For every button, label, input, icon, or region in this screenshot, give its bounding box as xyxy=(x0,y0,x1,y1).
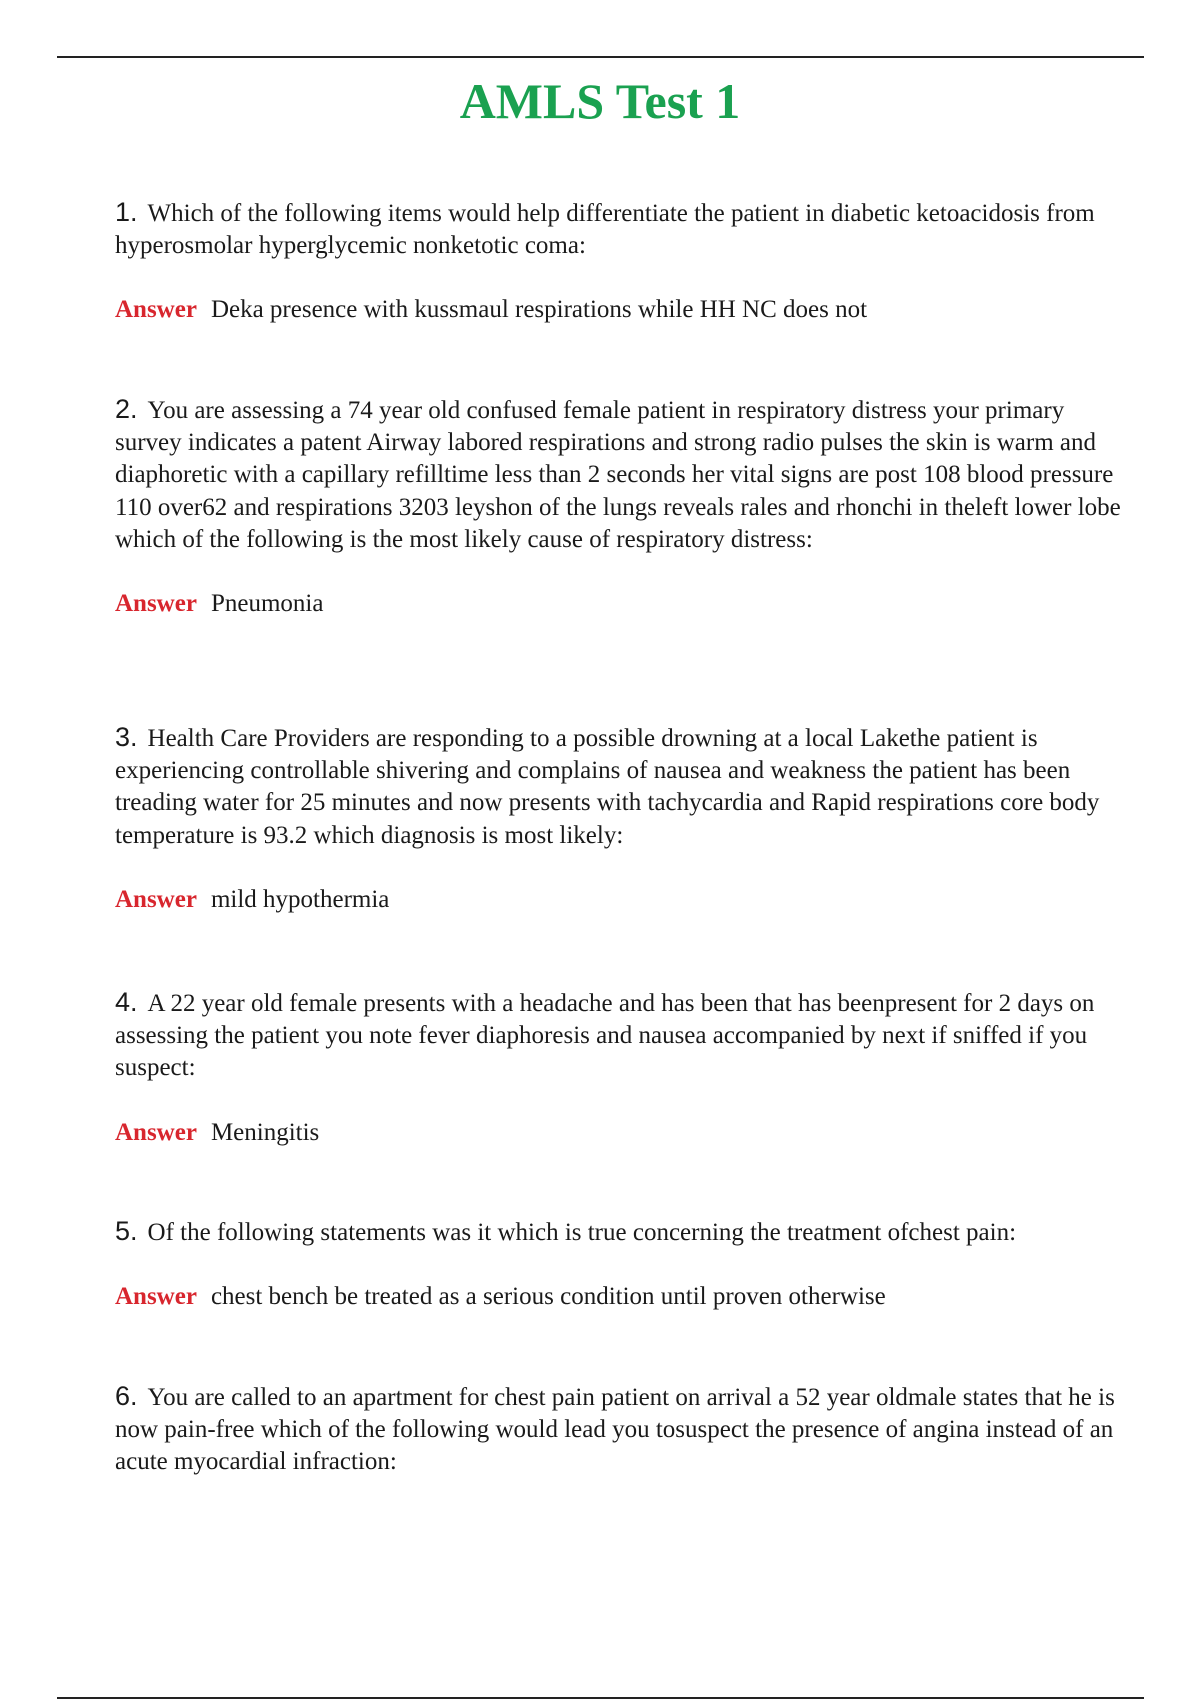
answer-text: Pneumonia xyxy=(210,590,324,618)
bottom-rule xyxy=(57,1697,1144,1699)
question-number: 6. xyxy=(115,1381,138,1411)
page-title: AMLS Test 1 xyxy=(459,73,741,129)
answer-line xyxy=(115,1117,1135,1149)
answer-label: Answer xyxy=(115,1283,197,1311)
answer-line xyxy=(115,588,1135,620)
answer-line xyxy=(115,1281,1135,1313)
question-text-block xyxy=(115,721,1135,852)
question-item xyxy=(115,721,1135,986)
question-item xyxy=(115,393,1135,721)
question-text: Which of the following items would help differentiate the patient in diabetic ketoacidosis from hyperosmolar hyperglycemic nonketotic coma: xyxy=(115,200,1095,260)
question-list xyxy=(115,196,1135,1479)
question-text: Health Care Providers are responding to a possible drowning at a local Lakethe patient is experiencing controllable shivering and complains of nausea and weakness the patient has been treading water for 25 minutes and now presents with tachycardia and Rapid respirations core body temperature is 93.2 which diagnosis is most likely: xyxy=(115,725,1100,849)
answer-label: Answer xyxy=(115,296,197,324)
answer-label: Answer xyxy=(115,1118,197,1146)
question-text: A 22 year old female presents with a headache and has been that has beenpresent for 2 days on assessing the patient you note fever diaphoresis and nausea accompanied by next if sniffed if you suspect: xyxy=(115,990,1095,1082)
answer-text: Meningitis xyxy=(210,1118,320,1146)
question-text: You are called to an apartment for chest pain patient on arrival a 52 year oldmale states that he is now pain-free which of the following would lead you tosuspect the presence of angina instead of an acute myocardial infraction: xyxy=(115,1384,1115,1476)
top-rule xyxy=(57,56,1144,58)
question-number: 4. xyxy=(115,987,138,1017)
question-item xyxy=(115,1215,1135,1380)
answer-text: Deka presence with kussmaul respirations while HH NC does not xyxy=(210,296,868,324)
question-text: You are assessing a 74 year old confused female patient in respiratory distress your primary survey indicates a patent Airway labored respirations and strong radio pulses the skin is warm and diaphoretic with a capillary refilltime less than 2 seconds her vital signs are post 108 blood pressure 110 over62 and respirations 3203 leyshon of the lungs reveals rales and rhonchi in theleft lower lobe which of the following is the most likely cause of respiratory distress: xyxy=(115,397,1121,553)
answer-text: mild hypothermia xyxy=(210,885,390,913)
question-text-block xyxy=(115,196,1135,262)
question-number: 5. xyxy=(115,1216,138,1246)
question-text-block xyxy=(115,393,1135,556)
answer-label: Answer xyxy=(115,590,197,618)
question-text-block xyxy=(115,986,1135,1085)
question-text: Of the following statements was it which is true concerning the treatment ofchest pain: xyxy=(147,1219,1017,1246)
question-item xyxy=(115,196,1135,393)
question-number: 3. xyxy=(115,722,138,752)
question-text-block xyxy=(115,1215,1135,1249)
question-number: 1. xyxy=(115,197,138,227)
answer-line xyxy=(115,294,1135,326)
answer-label: Answer xyxy=(115,885,197,913)
question-text-block xyxy=(115,1380,1135,1479)
question-item xyxy=(115,1380,1135,1479)
question-item xyxy=(115,986,1135,1215)
question-number: 2. xyxy=(115,394,138,424)
answer-line xyxy=(115,884,1135,916)
answer-text: chest bench be treated as a serious condition until proven otherwise xyxy=(210,1283,886,1311)
